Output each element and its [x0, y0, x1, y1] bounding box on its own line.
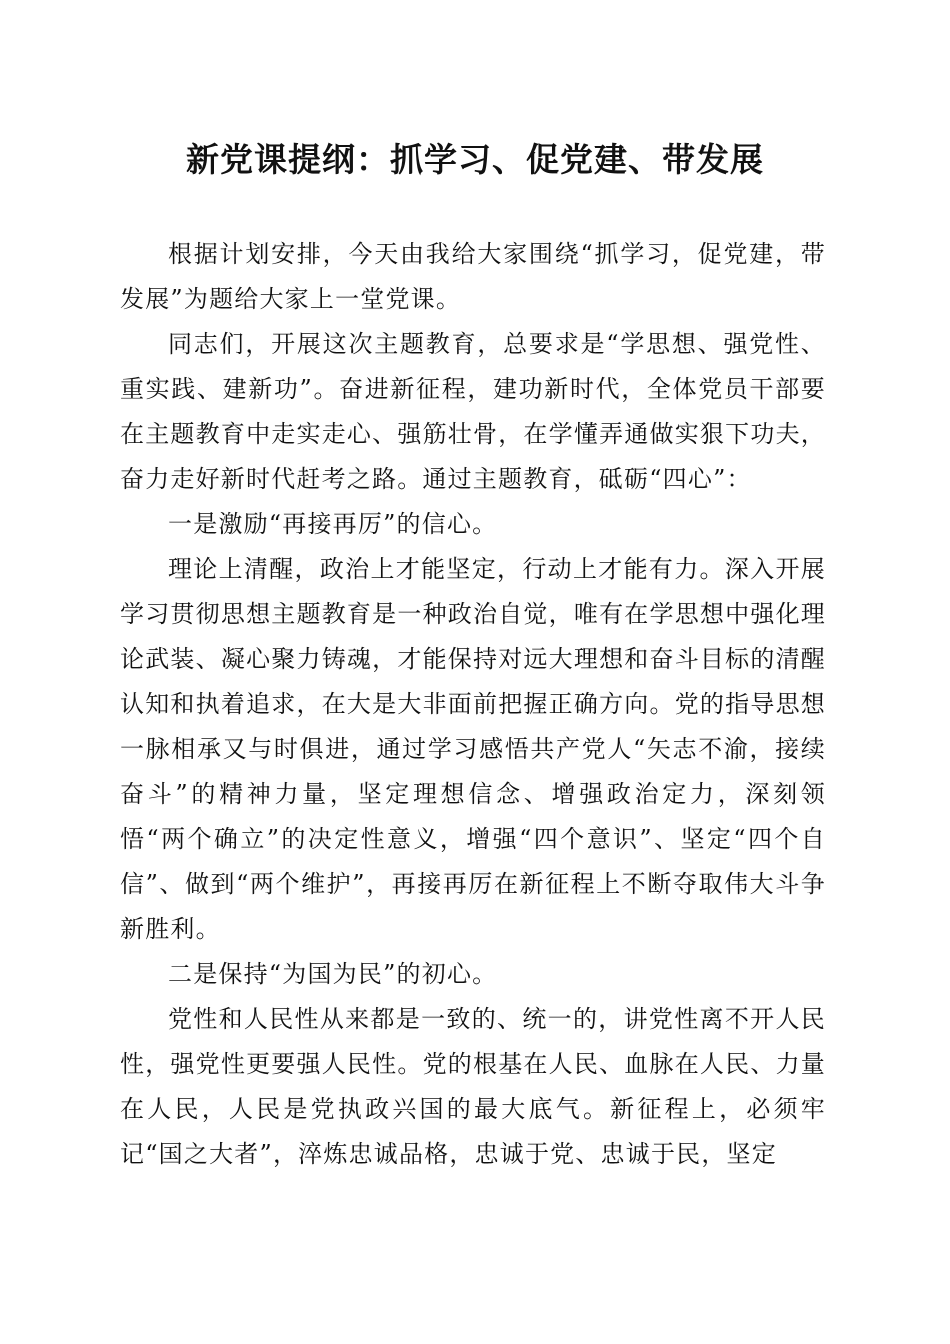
- document-body: [120, 232, 826, 1177]
- paragraph-intro: 根据计划安排，今天由我给大家围绕“抓学习，促党建，带发展”为题给大家上一堂党课。: [120, 240, 826, 313]
- paragraph-overview: 同志们，开展这次主题教育，总要求是“学思想、强党性、重实践、建新功”。奋进新征程，建功新时代，全体党员干部要在主题教育中走实走心、强筋壮骨，在学懂弄通做实狠下功夫，奋力走好新时代赶考之路。通过主题教育，砥砺“四心”：: [120, 330, 826, 493]
- section-heading-1: 一是激励“再接再厉”的信心。: [168, 510, 498, 538]
- section-heading-2: 二是保持“为国为民”的初心。: [168, 960, 498, 988]
- paragraph-section-2: 党性和人民性从来都是一致的、统一的，讲党性离不开人民性，强党性更要强人民性。党的根基在人民、血脉在人民、力量在人民，人民是党执政兴国的最大底气。新征程上，必须牢记“国之大者”，淬炼忠诚品格，忠诚于党、忠诚于民，坚定: [120, 1005, 826, 1168]
- paragraph-section-1: 理论上清醒，政治上才能坚定，行动上才能有力。深入开展学习贯彻思想主题教育是一种政治自觉，唯有在学思想中强化理论武装、凝心聚力铸魂，才能保持对远大理想和奋斗目标的清醒认知和执着追求，在大是大非面前把握正确方向。党的指导思想一脉相承又与时俱进，通过学习感悟共产党人“矢志不渝，接续奋斗”的精神力量，坚定理想信念、增强政治定力，深刻领悟“两个确立”的决定性意义，增强“四个意识”、坚定“四个自信”、做到“两个维护”，再接再厉在新征程上不断夺取伟大斗争新胜利。: [120, 555, 826, 943]
- document-title: 新党课提纲：抓学习、促党建、带发展: [186, 140, 764, 179]
